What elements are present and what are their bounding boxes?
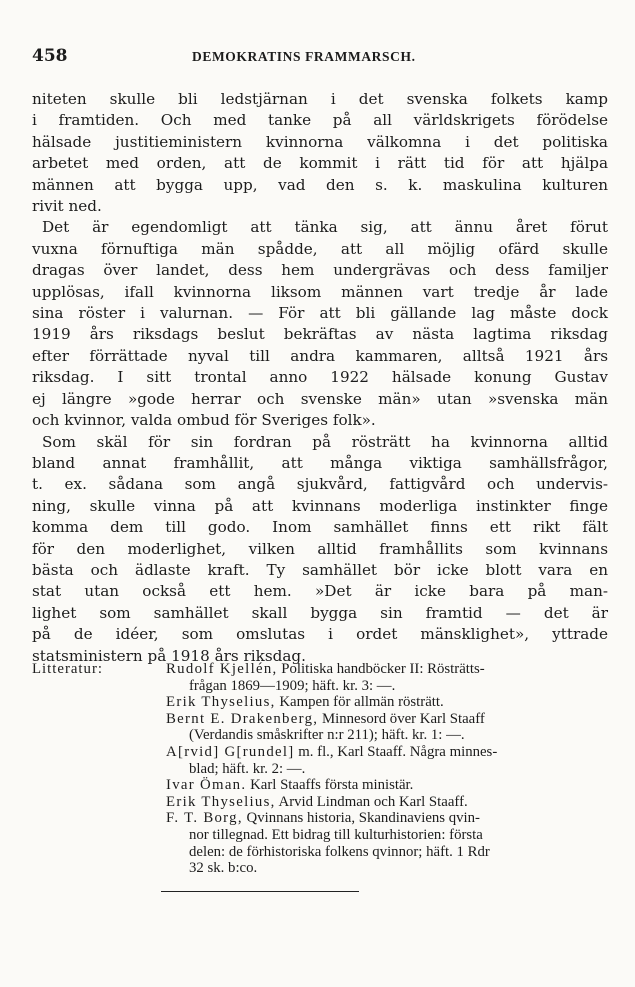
- text-line: statsministern på 1918 års riksdag.: [32, 646, 306, 665]
- text-line: i framtiden. Och med tanke på all världskrigets förödelse: [32, 111, 608, 130]
- entry-author: Ivar Öman.: [166, 777, 247, 794]
- page-header: [32, 46, 608, 68]
- text-line: dragas över landet, dess hem undergrävas och dess familjer: [32, 261, 608, 280]
- text-line: t. ex. sådana som angå sjukvård, fattigvård och undervis-: [32, 475, 608, 494]
- entry-text: Minnesord över Karl Staaff: [318, 710, 485, 727]
- text-line: stat utan också ett hem. »Det är icke bara på man-: [32, 582, 608, 601]
- text-line: på de idéer, som omslutas i ordet mänsklighet», yttrade: [32, 625, 608, 644]
- body-text: [32, 89, 608, 667]
- text-line: riksdag. I sitt trontal anno 1922 hälsade konung Gustav: [32, 368, 608, 387]
- text-line: männen att bygga upp, vad den s. k. maskulina kulturen: [32, 175, 608, 194]
- text-line: Det är egendomligt att tänka sig, att ännu året förut: [42, 218, 608, 237]
- entry-text: (Verdandis småskrifter n:r 211); häft. kr. 1: —.: [189, 727, 465, 744]
- text-line: 1919 års riksdags beslut bekräftas av nästa lagtima riksdag: [32, 325, 608, 344]
- text-line: rivit ned.: [32, 197, 102, 216]
- running-title: DEMOKRATINS FRAMMARSCH.: [192, 49, 416, 64]
- entry-author: Rudolf Kjellén,: [166, 661, 278, 677]
- literature-entry: [166, 810, 608, 876]
- text-line: för den moderlighet, vilken alltid framhållits som kvinnans: [32, 539, 608, 558]
- text-line: hälsade justitieministern kvinnorna välkomna i det politiska: [32, 132, 608, 151]
- entry-text: blad; häft. kr. 2: —.: [189, 760, 306, 777]
- text-line: upplösas, ifall kvinnorna liksom männen vart tredje år lade: [32, 282, 608, 301]
- literature-entry: [166, 711, 608, 744]
- text-line: niteten skulle bli ledstjärnan i det svenska folkets kamp: [32, 90, 608, 108]
- entry-author: F. T. Borg,: [166, 810, 243, 827]
- entry-author: A[rvid] G[rundel]: [166, 743, 295, 760]
- text-line: och kvinnor, valda ombud för Sveriges folk».: [32, 411, 376, 430]
- text-line: bland annat framhållit, att många viktiga samhällsfrågor,: [32, 453, 608, 472]
- entry-text: delen: de förhistoriska folkens qvinnor; häft. 1 Rdr: [189, 843, 490, 860]
- text-line: komma dem till godo. Inom samhället finns ett rikt fält: [32, 518, 608, 537]
- entry-text: nor tillegnad. Ett bidrag till kulturhistorien: första: [189, 826, 483, 843]
- text-line: ning, skulle vinna på att kvinnans moderliga instinkter finge: [32, 496, 608, 515]
- page-number: 458: [32, 46, 68, 66]
- text-line: sina röster i valurnan. — För att bli gällande lag måste dock: [32, 304, 608, 323]
- literature-list: [166, 661, 608, 877]
- entry-author: Bernt E. Drakenberg,: [166, 710, 319, 727]
- footer-rule: [161, 891, 359, 892]
- text-line: bästa och ädlaste kraft. Ty samhället bör icke blott vara en: [32, 560, 608, 579]
- entry-author: Erik Thyselius,: [166, 793, 276, 810]
- entry-text: Karl Staaffs första ministär.: [246, 777, 414, 794]
- literature-entry: [166, 794, 608, 811]
- literature-label: Litteratur:: [32, 661, 103, 677]
- literature-entry: [166, 744, 608, 777]
- literature-entry: [166, 694, 608, 711]
- text-line: vuxna förnuftiga män spådde, att all möjlig ofärd skulle: [32, 239, 608, 258]
- entry-text: Qvinnans historia, Skandinaviens qvin-: [242, 810, 480, 827]
- entry-author: Erik Thyselius,: [166, 694, 276, 711]
- text-line: Som skäl för sin fordran på rösträtt ha kvinnorna alltid: [42, 432, 608, 451]
- entry-text: Kampen för allmän rösträtt.: [275, 694, 444, 711]
- entry-text: Arvid Lindman och Karl Staaff.: [275, 793, 468, 810]
- text-line: ej längre »gode herrar och svenske män» utan »svenska män: [32, 389, 608, 408]
- text-line: efter förrättade nyval till andra kammaren, alltså 1921 års: [32, 346, 608, 365]
- entry-text: 32 sk. b:co.: [189, 860, 258, 877]
- text-line: lighet som samhället skall bygga sin framtid — det är: [32, 603, 608, 622]
- entry-text: m. fl., Karl Staaff. Några minnes-: [294, 743, 498, 760]
- text-line: arbetet med orden, att de kommit i rätt tid för att hjälpa: [32, 154, 608, 173]
- entry-text: frågan 1869—1909; häft. kr. 3: —.: [189, 677, 396, 694]
- literature-entry: [166, 661, 608, 694]
- entry-text: Politiska handböcker II: Rösträtts-: [277, 661, 485, 677]
- literature-entry: [166, 777, 608, 794]
